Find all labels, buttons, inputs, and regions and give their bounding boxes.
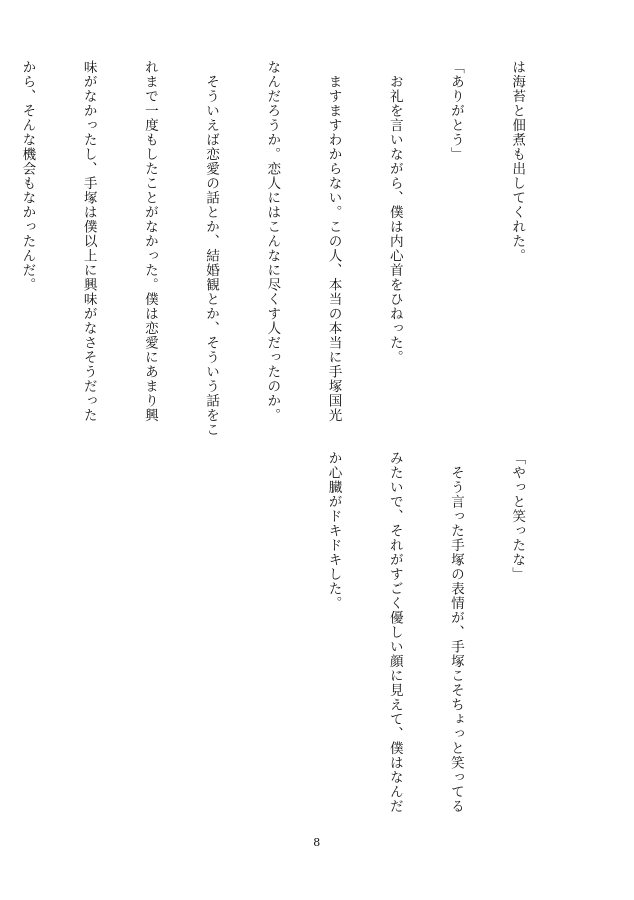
text-column: そう言った手塚の表情が、手塚こそちょっと笑ってる [447,451,464,814]
text-column: お礼を言いながら、僕は内心首をひねった。 [386,60,403,365]
text-column: は海苔と佃煮も出してくれた。 [509,60,526,263]
page-number: 8 [313,836,321,849]
text-column: 「ありがとう」 [447,60,464,162]
text-column: か心臓がドキドキした。 [325,451,342,611]
lower-text-block [282,451,568,814]
text-column: ますますわからない。この人、本当の本当に手塚国光 [325,60,342,423]
text-column: から、そんな機会もなかったんだ。 [19,60,36,292]
text-column: みたいで、それがすごく優しい顔に見えて、僕はなんだ [386,451,403,814]
text-column: 「やっと笑ったな」 [509,451,526,582]
text-column: 味がなかったし、手塚は僕以上に興味がなさそうだった [80,60,97,423]
upper-text-block [0,60,568,437]
text-column: なんだろうか。恋人にはこんなに尽くす人だったのか。 [264,60,281,423]
text-column: そういえば恋愛の話とか、結婚観とか、そういう話をこ [203,60,220,437]
text-column: れまで一度もしたことがなかった。僕は恋愛にあまり興 [141,60,158,423]
